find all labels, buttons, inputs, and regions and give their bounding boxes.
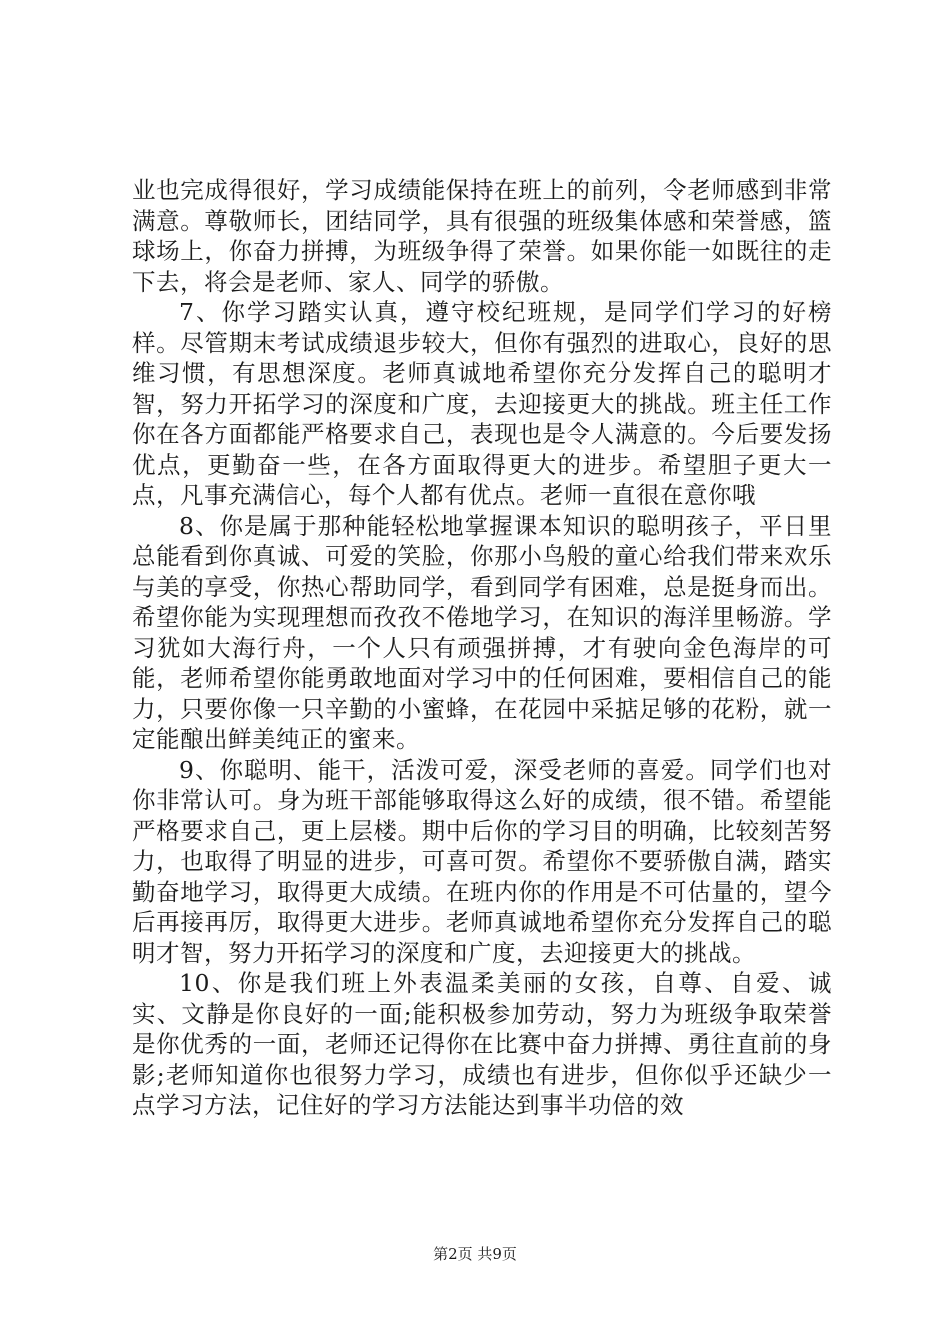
document-body (132, 175, 832, 1121)
paragraph-comment-10: 10、你是我们班上外表温柔美丽的女孩，自尊、自爱、诚实、文静是你良好的一面;能积极参加劳动，努力为班级争取荣誉是你优秀的一面，老师还记得你在比赛中奋力拼搏、勇往直前的身影;老师知道你也很努力学习，成绩也有进步，但你似乎还缺少一点学习方法，记住好的学习方法能达到事半功倍的效 (132, 969, 832, 1119)
paragraph-comment-9: 9、你聪明、能干，活泼可爱，深受老师的喜爱。同学们也对你非常认可。身为班干部能够取得这么好的成绩，很不错。希望能严格要求自己，更上层楼。期中后你的学习目的明确，比较刻苦努力，也取得了明显的进步，可喜可贺。希望你不要骄傲自满，踏实勤奋地学习，取得更大成绩。在班内你的作用是不可估量的，望今后再接再厉，取得更大进步。老师真诚地希望你充分发挥自己的聪明才智，努力开拓学习的深度和广度，去迎接更大的挑战。 (132, 755, 832, 967)
paragraph-continuation: 业也完成得很好，学习成绩能保持在班上的前列，令老师感到非常满意。尊敬师长，团结同学，具有很强的班级集体感和荣誉感，篮球场上，你奋力拼搏，为班级争得了荣誉。如果你能一如既往的走下去，将会是老师、家人、同学的骄傲。 (132, 176, 832, 296)
page-number-footer: 第2页 共9页 (433, 1245, 517, 1263)
paragraph-comment-7: 7、你学习踏实认真，遵守校纪班规，是同学们学习的好榜样。尽管期末考试成绩退步较大，但你有强烈的进取心，良好的思维习惯，有思想深度。老师真诚地希望你充分发挥自己的聪明才智，努力开拓学习的深度和广度，去迎接更大的挑战。班主任工作你在各方面都能严格要求自己，表现也是令人满意的。今后要发扬优点，更勤奋一些，在各方面取得更大的进步。希望胆子更大一点，凡事充满信心，每个人都有优点。老师一直很在意你哦 (132, 298, 832, 509)
paragraph-comment-8: 8、你是属于那种能轻松地掌握课本知识的聪明孩子，平日里总能看到你真诚、可爱的笑脸，你那小鸟般的童心给我们带来欢乐与美的享受，你热心帮助同学，看到同学有困难，总是挺身而出。希望你能为实现理想而孜孜不倦地学习，在知识的海洋里畅游。学习犹如大海行舟，一个人只有顽强拼搏，才有驶向金色海岸的可能，老师希望你能勇敢地面对学习中的任何困难，要相信自己的能力，只要你像一只辛勤的小蜜蜂，在花园中采掂足够的花粉，就一定能酿出鲜美纯正的蜜来。 (132, 511, 832, 753)
